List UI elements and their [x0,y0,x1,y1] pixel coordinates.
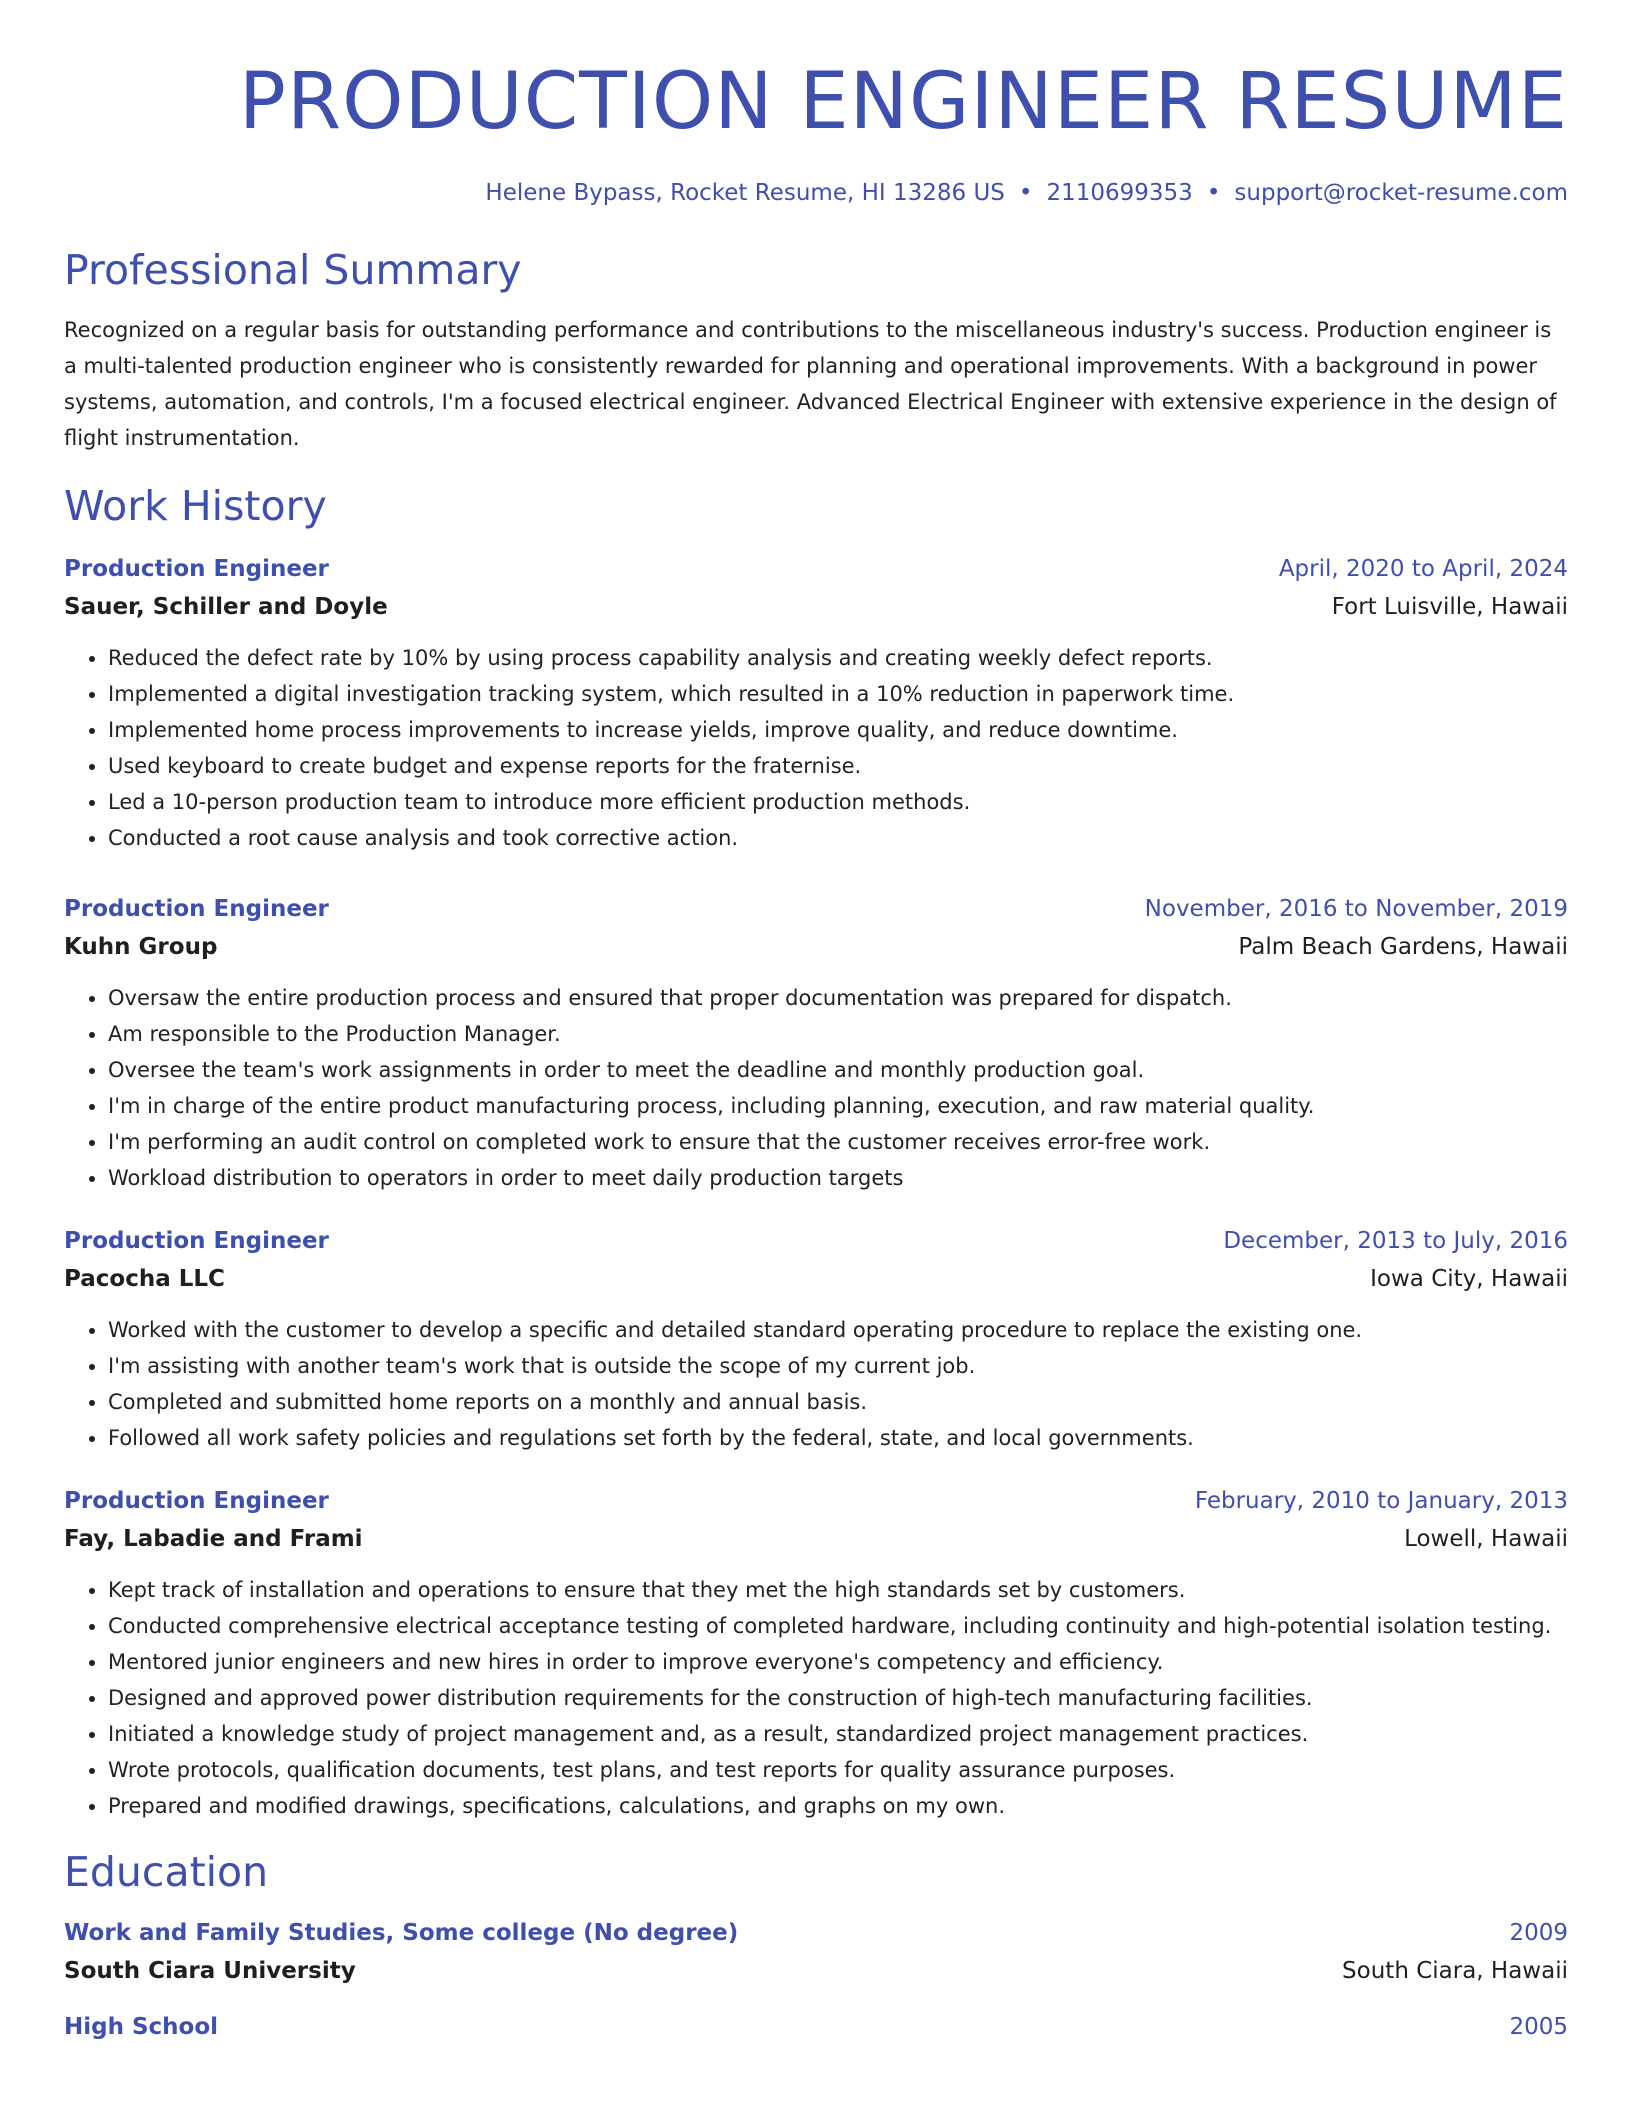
work-history-heading: Work History [64,482,327,530]
bullet-item: • Kept track of installation and operations to ensure that they met the high standards set by customers. [108,1572,1568,1608]
job-company: Sauer, Schiller and Doyle [64,594,388,620]
contact-separator: • [1018,180,1033,206]
job-entry [64,1482,1568,1824]
bullet-item: • Initiated a knowledge study of project management and, as a result, standardized project management practices. [108,1716,1568,1752]
bullet-item: • Oversee the team's work assignments in order to meet the deadline and monthly production goal. [108,1052,1568,1088]
job-location: Iowa City, Hawaii [1370,1266,1568,1292]
bullet-item: • Workload distribution to operators in order to meet daily production targets [108,1160,1568,1196]
education-entry [64,2008,1568,2046]
bullet-item: • Worked with the customer to develop a specific and detailed standard operating procedure to replace the existing one. [108,1312,1568,1348]
education-heading: Education [64,1848,269,1896]
job-bullets [64,1312,1568,1456]
summary-heading: Professional Summary [64,246,522,294]
resume-header [64,0,1568,208]
contact-line [64,178,1568,208]
bullet-item: • I'm performing an audit control on completed work to ensure that the customer receives error-free work. [108,1124,1568,1160]
job-entry [64,1222,1568,1456]
bullet-item: • Used keyboard to create budget and expense reports for the fraternise. [108,748,1568,784]
job-bullets [64,1572,1568,1824]
bullet-item: • Wrote protocols, qualification documents, test plans, and test reports for quality assurance purposes. [108,1752,1568,1788]
bullet-item: • Prepared and modified drawings, specifications, calculations, and graphs on my own. [108,1788,1568,1824]
bullet-item: • Am responsible to the Production Manager. [108,1016,1568,1052]
job-location: Lowell, Hawaii [1404,1526,1568,1552]
job-bullets [64,980,1568,1196]
education-school: South Ciara University [64,1958,356,1984]
bullet-item: • Followed all work safety policies and regulations set forth by the federal, state, and local governments. [108,1420,1568,1456]
job-title: Production Engineer [64,896,329,922]
bullet-item: • Mentored junior engineers and new hires in order to improve everyone's competency and efficiency. [108,1644,1568,1680]
job-dates: December, 2013 to July, 2016 [1223,1228,1568,1254]
job-title: Production Engineer [64,1488,329,1514]
job-location: Palm Beach Gardens, Hawaii [1238,934,1568,960]
job-location: Fort Luisville, Hawaii [1331,594,1568,620]
education-entry [64,1914,1568,1990]
bullet-item: • Implemented a digital investigation tracking system, which resulted in a 10% reduction in paperwork time. [108,676,1568,712]
contact-address: Helene Bypass, Rocket Resume, HI 13286 US [485,180,1005,206]
job-title: Production Engineer [64,556,329,582]
job-dates: April, 2020 to April, 2024 [1278,556,1568,582]
bullet-item: • Designed and approved power distribution requirements for the construction of high-tech manufacturing facilities. [108,1680,1568,1716]
contact-separator: • [1206,180,1221,206]
bullet-item: • Led a 10-person production team to introduce more efficient production methods. [108,784,1568,820]
job-title: Production Engineer [64,1228,329,1254]
job-dates: February, 2010 to January, 2013 [1194,1488,1568,1514]
bullet-item: • Conducted a root cause analysis and took corrective action. [108,820,1568,856]
bullet-item: • Reduced the defect rate by 10% by using process capability analysis and creating weekly defect reports. [108,640,1568,676]
job-bullets [64,640,1568,856]
education-degree: High School [64,2014,219,2040]
job-entry [64,890,1568,1196]
contact-phone: 2110699353 [1046,180,1193,206]
bullet-item: • I'm assisting with another team's work that is outside the scope of my current job. [108,1348,1568,1384]
page-title: PRODUCTION ENGINEER RESUME [238,57,1568,147]
education-location: South Ciara, Hawaii [1342,1958,1568,1984]
bullet-item: • Oversaw the entire production process and ensured that proper documentation was prepared for dispatch. [108,980,1568,1016]
summary-text: Recognized on a regular basis for outstanding performance and contributions to the miscellaneous industry's success. Production engineer is a multi-talented production engineer who is consistently rewarded for planning and operational improvements. With a background in power systems, automation, and controls, I'm a focused electrical engineer. Advanced Electrical Engineer with extensive experience in the design of flight instrumentation. [64,318,1557,450]
education-year: 2009 [1509,1920,1568,1946]
contact-email[interactable]: support@rocket-resume.com [1234,180,1568,206]
education-year: 2005 [1509,2014,1568,2040]
job-dates: November, 2016 to November, 2019 [1144,896,1568,922]
job-entry [64,550,1568,856]
education-degree: Work and Family Studies, Some college (No degree) [64,1920,739,1946]
bullet-item: • Implemented home process improvements to increase yields, improve quality, and reduce downtime. [108,712,1568,748]
bullet-item: • I'm in charge of the entire product manufacturing process, including planning, execution, and raw material quality. [108,1088,1568,1124]
bullet-item: • Conducted comprehensive electrical acceptance testing of completed hardware, including continuity and high-potential isolation testing. [108,1608,1568,1644]
bullet-item: • Completed and submitted home reports on a monthly and annual basis. [108,1384,1568,1420]
job-company: Kuhn Group [64,934,218,960]
job-company: Fay, Labadie and Frami [64,1526,363,1552]
job-company: Pacocha LLC [64,1266,225,1292]
